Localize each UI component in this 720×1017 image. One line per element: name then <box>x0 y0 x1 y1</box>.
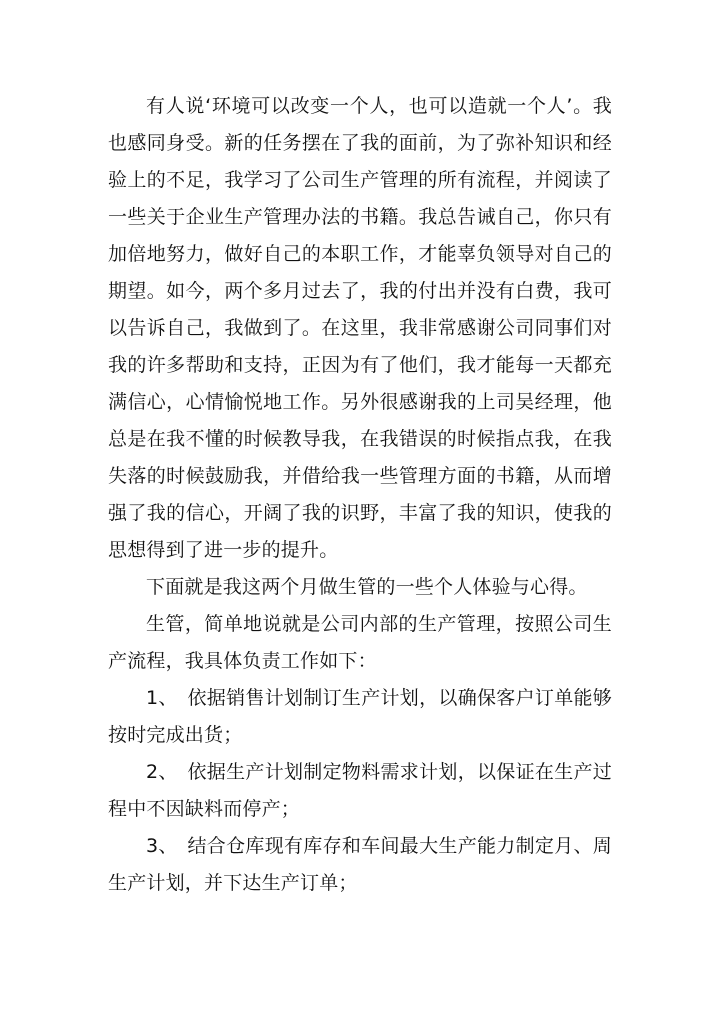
paragraph-environment: 有人说‘环境可以改变一个人，也可以造就一个人’。我也感同身受。新的任务摆在了我的面前，为了弥补知识和经验上的不足，我学习了公司生产管理的所有流程，并阅读了一些关于企业生产管理办法的书籍。我总告诫自己，你只有加倍地努力，做好自己的本职工作，才能辜负领导对自己的期望。如今，两个多月过去了，我的付出并没有白费，我可以告诉自己，我做到了。在这里，我非常感谢公司同事们对我的许多帮助和支持，正因为有了他们，我才能每一天都充满信心，心情愉悦地工作。另外很感谢我的上司吴经理，他总是在我不懂的时候教导我，在我错误的时候指点我，在我失落的时候鼓励我，并借给我一些管理方面的书籍，从而增强了我的信心，开阔了我的识野，丰富了我的知识，使我的思想得到了进一步的提升。 <box>108 95 612 561</box>
list-item-3: 3、 结合仓库现有库存和车间最大生产能力制定月、周生产计划，并下达生产订单； <box>108 835 612 894</box>
list-item-1: 1、 依据销售计划制订生产计划，以确保客户订单能够按时完成出货； <box>108 687 612 746</box>
document-page <box>108 88 612 902</box>
paragraph-production-management: 生管，简单地说就是公司内部的生产管理，按照公司生产流程，我具体负责工作如下： <box>108 613 612 672</box>
list-item-2: 2、 依据生产计划制定物料需求计划，以保证在生产过程中不因缺料而停产； <box>108 761 612 820</box>
paragraph-intro: 下面就是我这两个月做生管的一些个人体验与心得。 <box>146 576 588 598</box>
